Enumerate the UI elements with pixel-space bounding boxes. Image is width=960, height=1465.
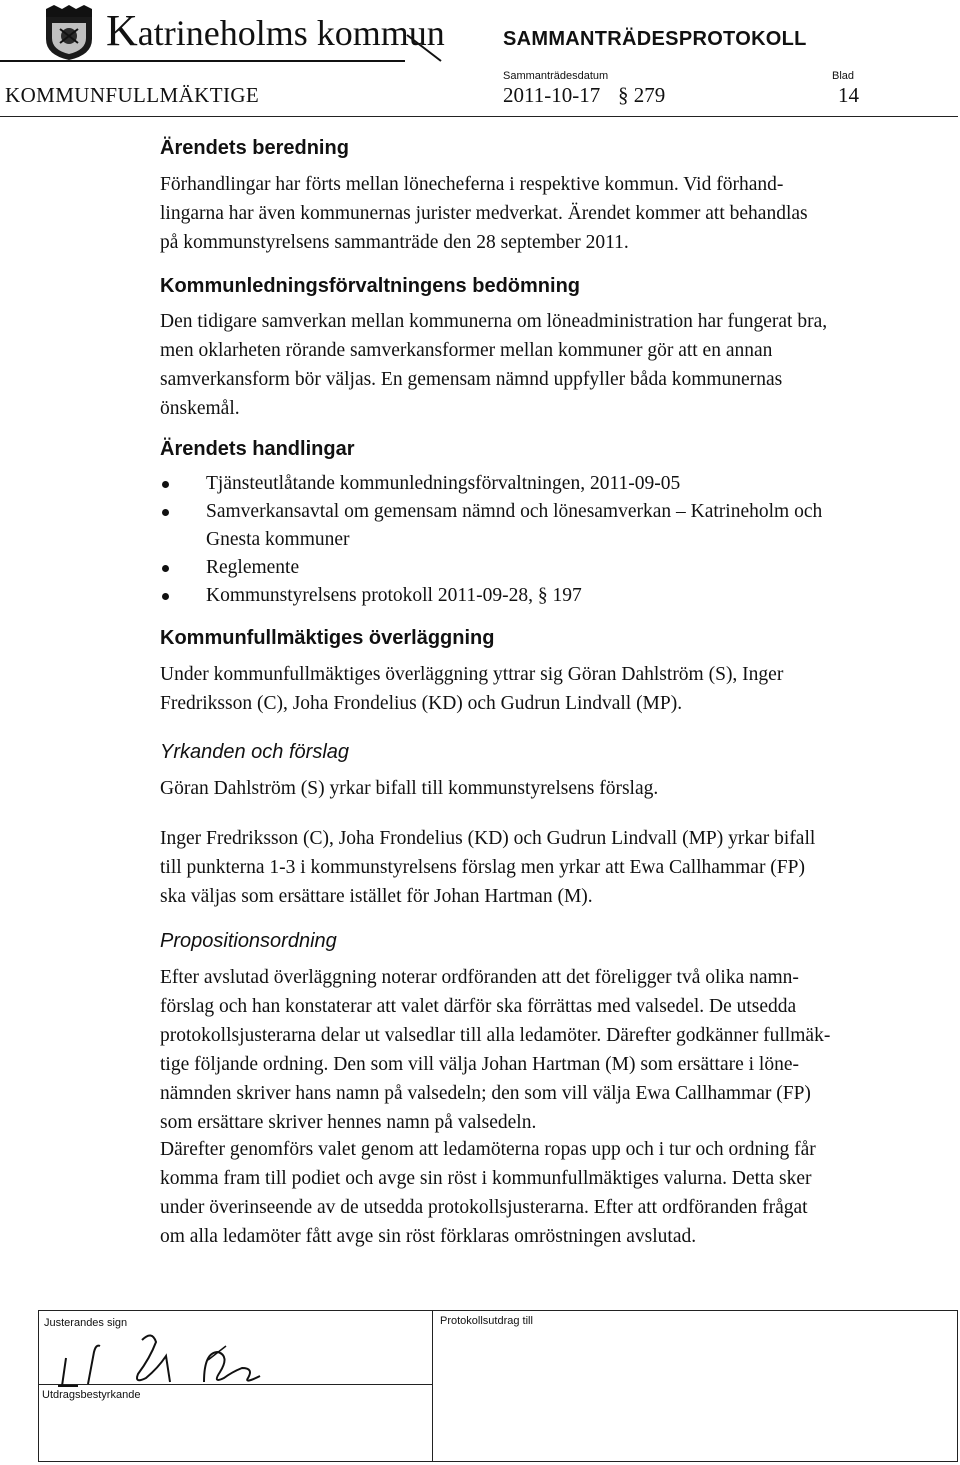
paragraph-propositionsordning-1: [160, 963, 900, 1137]
paragraph-yrkanden-1: Göran Dahlström (S) yrkar bifall till kommunstyrelsens förslag.: [160, 778, 659, 799]
page-number: 14: [838, 83, 859, 107]
text-line: förslag och han konstaterar att valet därför ska förrättas med valsedel. De utsedda: [160, 996, 797, 1017]
heading-beredning: Ärendets beredning: [160, 137, 349, 159]
date-label: Sammanträdesdatum: [503, 70, 609, 82]
bullet-icon: [162, 565, 169, 572]
bullet-icon: [162, 481, 169, 488]
text-line: nämnden skriver hans namn på valsedeln; den som vill välja Ewa Callhammar (FP): [160, 1083, 811, 1104]
footer-divider: [432, 1310, 433, 1462]
page-label: Blad: [832, 70, 855, 82]
text-line: Förhandlingar har förts mellan lönecheferna i respektive kommun. Vid förhand-: [160, 174, 784, 195]
text-line: Fredriksson (C), Joha Frondelius (KD) och Gudrun Lindvall (MP).: [160, 693, 683, 714]
text-line: ska väljas som ersättare istället för Johan Hartman (M).: [160, 886, 593, 907]
document-type: SAMMANTRÄDESPROTOKOLL: [503, 28, 807, 50]
utdrag-label: Utdragsbestyrkande: [42, 1389, 141, 1401]
bullet-icon: [162, 509, 169, 516]
text-line: på kommunstyrelsens sammanträde den 28 september 2011.: [160, 232, 629, 253]
heading-overlaggning: Kommunfullmäktiges överläggning: [160, 627, 495, 649]
text-line: lingarna har även kommunernas jurister medverkat. Ärendet kommer att behandlas: [160, 203, 808, 224]
list-item: Tjänsteutlåtande kommunledningsförvaltningen, 2011-09-05: [160, 470, 920, 498]
text-line: Därefter genomförs valet genom att ledamöterna ropas upp och i tur och ordning får: [160, 1139, 816, 1160]
title-underline: [0, 60, 405, 62]
header-rule: [0, 116, 958, 117]
coat-of-arms-logo: [40, 5, 98, 61]
text-line: men oklarheten rörande samverkansformer mellan kommuner gör att en annan: [160, 340, 773, 361]
text-line: Inger Fredriksson (C), Joha Frondelius (KD) och Gudrun Lindvall (MP) yrkar bifall: [160, 828, 816, 849]
text-line: under överinseende av de utsedda protokollsjusterarna. Efter att ordföranden frågat: [160, 1197, 808, 1218]
title-slash-decoration: [405, 33, 443, 63]
text-line: Efter avslutad överläggning noterar ordföranden att det föreligger två olika namn-: [160, 967, 799, 988]
heading-yrkanden: Yrkanden och förslag: [160, 741, 350, 763]
municipality-name-rest: atrineholms kommun: [137, 13, 445, 53]
municipality-initial: K: [106, 6, 138, 55]
paragraph-propositionsordning-2: [160, 1135, 900, 1251]
paragraph-yrkanden-2: [160, 824, 900, 911]
heading-handlingar: Ärendets handlingar: [160, 438, 355, 460]
paragraph-overlaggning: [160, 660, 900, 718]
municipality-name: [106, 6, 445, 55]
list-item: Samverkansavtal om gemensam nämnd och lönesamverkan – Katrineholm och Gnesta kommuner: [160, 498, 920, 554]
bullet-icon: [162, 593, 169, 600]
list-item: Reglemente: [160, 554, 920, 582]
text-line: protokollsjusterarna delar ut valsedlar till alla ledamöter. Därefter godkänner fullmäk-: [160, 1025, 831, 1046]
text-line: önskemål.: [160, 398, 240, 419]
text-line: Den tidigare samverkan mellan kommunerna om löneadministration har fungerat bra,: [160, 311, 828, 332]
text-line: om alla ledamöter fått avge sin röst förklaras omröstningen avslutad.: [160, 1226, 697, 1247]
list-item: Kommunstyrelsens protokoll 2011-09-28, § 197: [160, 582, 920, 610]
meeting-date: 2011-10-17: [503, 83, 601, 107]
list-item-continuation: Gnesta kommuner: [206, 529, 350, 550]
heading-propositionsordning: Propositionsordning: [160, 930, 337, 952]
text-line: samverkansform bör väljas. En gemensam nämnd uppfyller båda kommunernas: [160, 369, 783, 390]
paragraph-bedomning: [160, 307, 900, 423]
attachments-list: [160, 470, 920, 610]
text-line: till punkterna 1-3 i kommunstyrelsens förslag men yrkar att Ewa Callhammar (FP): [160, 857, 805, 878]
sign-label: Justerandes sign: [44, 1317, 128, 1329]
text-line: komma fram till podiet och avge sin röst i kommunfullmäktiges valurna. Detta sker: [160, 1168, 812, 1189]
extract-label: Protokollsutdrag till: [440, 1315, 533, 1327]
paragraph-beredning: [160, 170, 900, 257]
text-line: tige följande ordning. Den som vill välja Johan Hartman (M) som ersättare i löne-: [160, 1054, 799, 1075]
text-line: Under kommunfullmäktiges överläggning yttrar sig Göran Dahlström (S), Inger: [160, 664, 784, 685]
section-number: § 279: [618, 83, 666, 107]
text-line: som ersättare skriver hennes namn på valsedeln.: [160, 1112, 537, 1133]
heading-bedomning: Kommunledningsförvaltningens bedömning: [160, 275, 580, 297]
body-name: KOMMUNFULLMÄKTIGE: [5, 83, 260, 107]
signature-initials: [54, 1322, 294, 1394]
